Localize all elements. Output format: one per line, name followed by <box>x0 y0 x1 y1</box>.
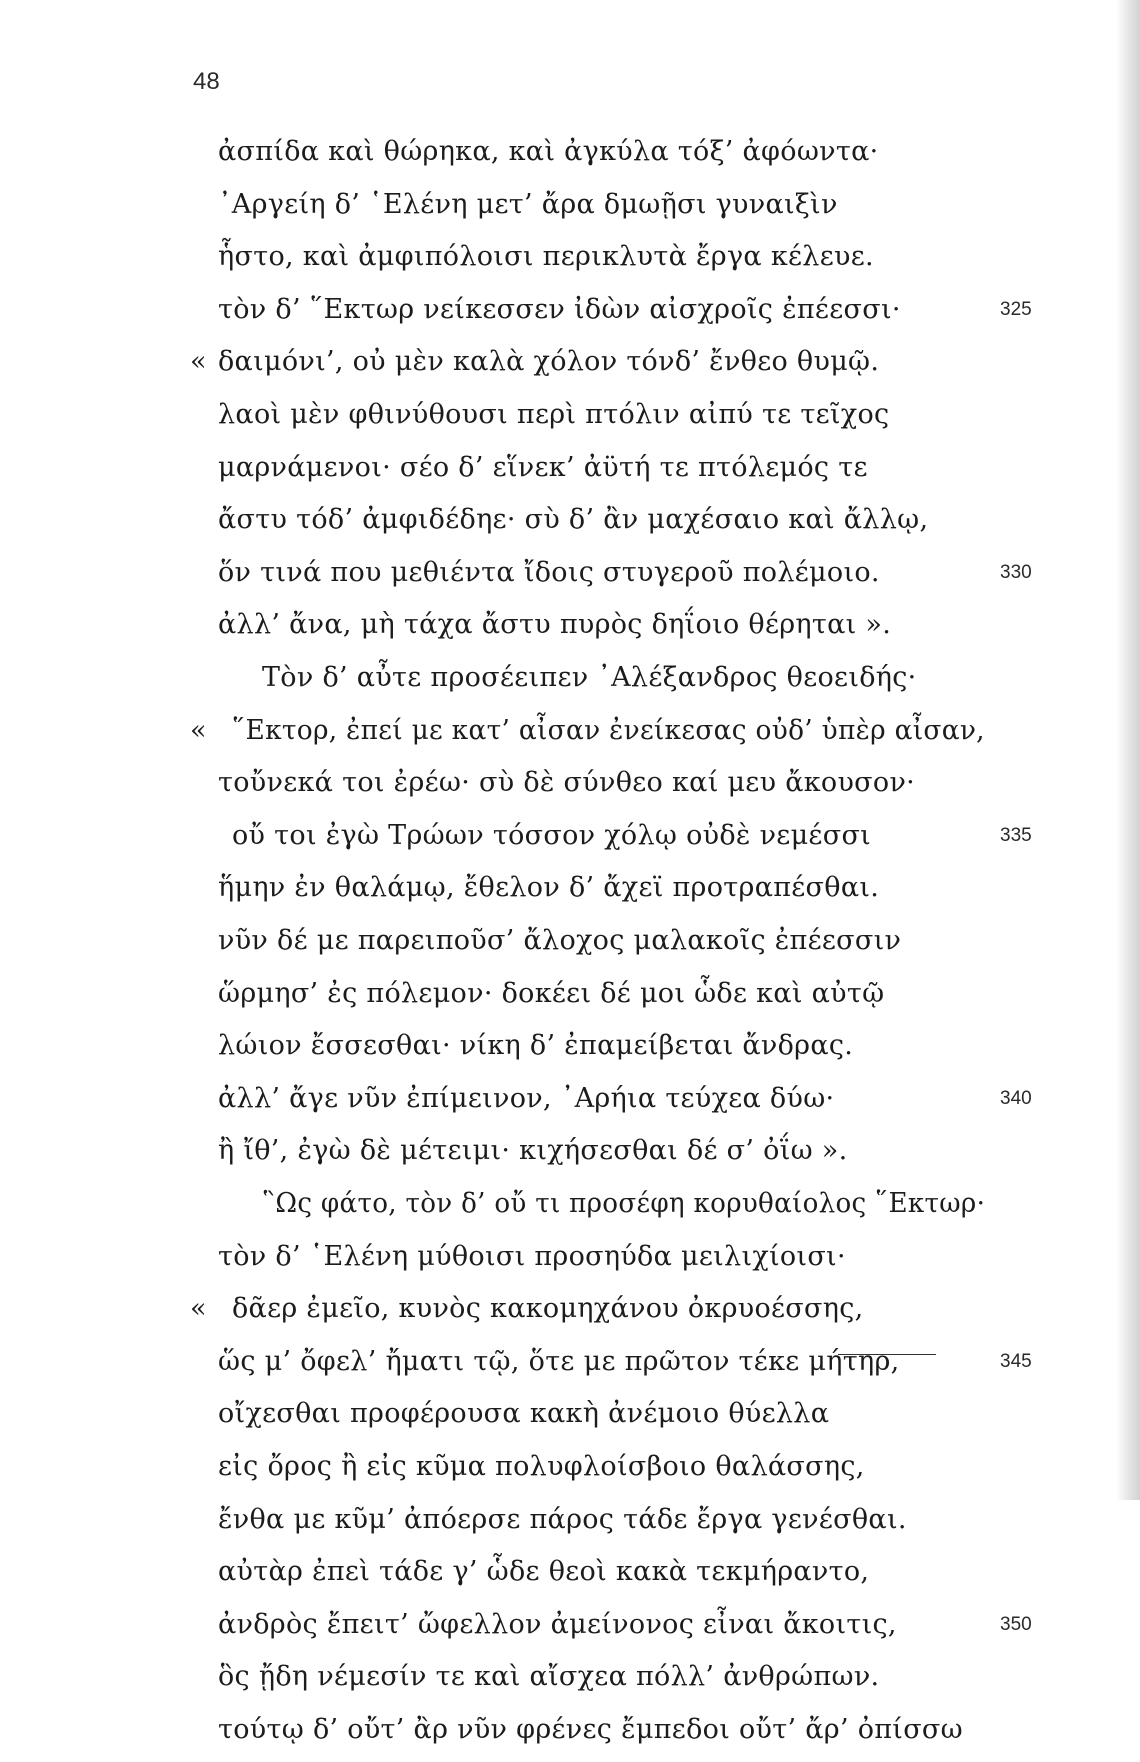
verse-text: τοὔνεκά τοι ἐρέω· σὺ δὲ σύνθεο καί μευ ἄκουσον· <box>218 767 916 799</box>
handwritten-underline <box>838 1354 936 1355</box>
verse-text: ἧστο, καὶ ἀμφιπόλοισι περικλυτὰ ἔργα κέλευε. <box>218 241 874 273</box>
verse-line <box>0 605 1140 657</box>
line-number: 340 <box>1000 1087 1032 1109</box>
verse-text: ἀλλ’ ἄνα, μὴ τάχα ἄστυ πυρὸς δηΐοιο θέρηται ». <box>218 609 892 641</box>
verse-line <box>0 816 1140 868</box>
opening-quote-mark: « <box>190 714 207 746</box>
verse-text: ὥς μ’ ὄφελ’ ἤματι τῷ, ὅτε με πρῶτον τέκε μήτηρ, <box>218 1345 900 1377</box>
verse-line <box>0 1079 1140 1131</box>
verse-line <box>0 342 1140 394</box>
line-number: 335 <box>1000 824 1032 846</box>
verse-text: λώιον ἔσσεσθαι· νίκη δ’ ἐπαμείβεται ἄνδρας. <box>218 1030 854 1062</box>
verse-text: λαοὶ μὲν φθινύθουσι περὶ πτόλιν αἰπύ τε τεῖχος <box>218 399 890 430</box>
verse-line <box>0 1500 1140 1552</box>
verse-text: ὥρμησ’ ἐς πόλεμον· δοκέει δέ μοι ὧδε καὶ αὐτῷ <box>218 977 885 1009</box>
verse-line <box>0 290 1140 342</box>
verse-line <box>0 1289 1140 1341</box>
verse-line <box>0 658 1140 710</box>
verse-line <box>0 1552 1140 1604</box>
verse-line <box>0 132 1140 184</box>
verse-line <box>0 1131 1140 1183</box>
page-number: 48 <box>193 68 220 95</box>
verse-line <box>0 395 1140 447</box>
verse-line <box>0 1394 1140 1446</box>
verse-text: ἔνθα με κῦμ’ ἀπόερσε πάρος τάδε ἔργα γενέσθαι. <box>218 1503 907 1535</box>
verse-text: ὅν τινά που μεθιέντα ἴδοις στυγεροῦ πολέμοιο. <box>218 556 880 588</box>
verse-text: τούτῳ δ’ οὔτ’ ἂρ νῦν φρένες ἔμπεδοι οὔτ’ ἄρ’ ὀπίσσω <box>218 1714 963 1745</box>
verse-text: οἴχεσθαι προφέρουσα κακὴ ἀνέμοιο θύελλα <box>218 1398 830 1430</box>
verse-line <box>0 1605 1140 1657</box>
verse-text: τὸν δ’ ῞Εκτωρ νείκεσσεν ἰδὼν αἰσχροῖς ἐπέεσσι· <box>218 293 901 325</box>
verse-text: τὸν δ’ ῾Ελένη μύθοισι προσηύδα μειλιχίοισι· <box>218 1240 846 1272</box>
verse-line <box>0 763 1140 815</box>
verse-line <box>0 185 1140 237</box>
verse-text: ἀσπίδα καὶ θώρηκα, καὶ ἀγκύλα τόξ’ ἀφόωντα· <box>218 136 879 167</box>
verse-text: ἢ ἴθ’, ἐγὼ δὲ μέτειμι· κιχήσεσθαι δέ σ’ ὀΐω ». <box>218 1135 848 1167</box>
verse-text: ἄστυ τόδ’ ἀμφιδέδηε· σὺ δ’ ἂν μαχέσαιο καὶ ἄλλῳ, <box>218 504 929 536</box>
verse-text: νῦν δέ με παρειποῦσ’ ἄλοχος μαλακοῖς ἐπέεσσιν <box>218 925 902 956</box>
verse-line <box>0 711 1140 763</box>
verse-line <box>0 868 1140 920</box>
verse-line <box>0 1026 1140 1078</box>
verse-line <box>0 1657 1140 1709</box>
verse-text: ὃς ᾔδη νέμεσίν τε καὶ αἴσχεα πόλλ’ ἀνθρώπων. <box>218 1661 880 1693</box>
verse-line <box>0 500 1140 552</box>
verse-text: δᾶερ ἐμεῖο, κυνὸς κακομηχάνου ὀκρυοέσσης, <box>232 1293 864 1325</box>
verse-line <box>0 1710 1140 1762</box>
verse-text: αὐτὰρ ἐπεὶ τάδε γ’ ὧδε θεοὶ κακὰ τεκμήραντο, <box>218 1556 870 1588</box>
verse-text: ᾿Αργείη δ’ ῾Ελένη μετ’ ἄρα δμωῇσι γυναιξὶν <box>218 188 838 220</box>
verse-line <box>0 448 1140 500</box>
verse-line <box>0 553 1140 605</box>
verse-text: ἀλλ’ ἄγε νῦν ἐπίμεινον, ᾿Αρήια τεύχεα δύω· <box>218 1082 835 1114</box>
line-number: 350 <box>1000 1613 1032 1635</box>
verse-text: οὔ τοι ἐγὼ Τρώων τόσσον χόλῳ οὐδὲ νεμέσσι <box>232 819 872 851</box>
verse-text: δαιμόνι’, οὐ μὲν καλὰ χόλον τόνδ’ ἔνθεο θυμῷ. <box>218 346 880 378</box>
verse-line <box>0 1184 1140 1236</box>
line-number: 330 <box>1000 561 1032 583</box>
verse-line <box>0 921 1140 973</box>
verse-line <box>0 1447 1140 1499</box>
line-number: 325 <box>1000 298 1032 320</box>
verse-line <box>0 1237 1140 1289</box>
verse-line <box>0 237 1140 289</box>
line-number: 345 <box>1000 1350 1032 1372</box>
verse-text: ἀνδρὸς ἔπειτ’ ὤφελλον ἀμείνονος εἶναι ἄκοιτις, <box>218 1608 897 1640</box>
opening-quote-mark: « <box>190 1293 207 1325</box>
verse-text: Τὸν δ’ αὖτε προσέειπεν ᾿Αλέξανδρος θεοειδής· <box>262 662 917 693</box>
verse-text: εἰς ὄρος ἢ εἰς κῦμα πολυφλοίσβοιο θαλάσσης, <box>218 1451 865 1482</box>
verse-line <box>0 1342 1140 1394</box>
verse-text: μαρνάμενοι· σέο δ’ εἵνεκ’ ἀϋτή τε πτόλεμός τε <box>218 451 868 483</box>
opening-quote-mark: « <box>190 346 207 378</box>
verse-text: ῝Ως φάτο, τὸν δ’ οὔ τι προσέφη κορυθαίολος ῞Εκτωρ· <box>262 1188 986 1219</box>
verse-text: ῞Εκτορ, ἐπεί με κατ’ αἶσαν ἐνείκεσας οὐδ’ ὑπὲρ αἶσαν, <box>232 714 985 746</box>
verse-line <box>0 974 1140 1026</box>
verse-text: ἥμην ἐν θαλάμῳ, ἔθελον δ’ ἄχεϊ προτραπέσθαι. <box>218 872 880 904</box>
